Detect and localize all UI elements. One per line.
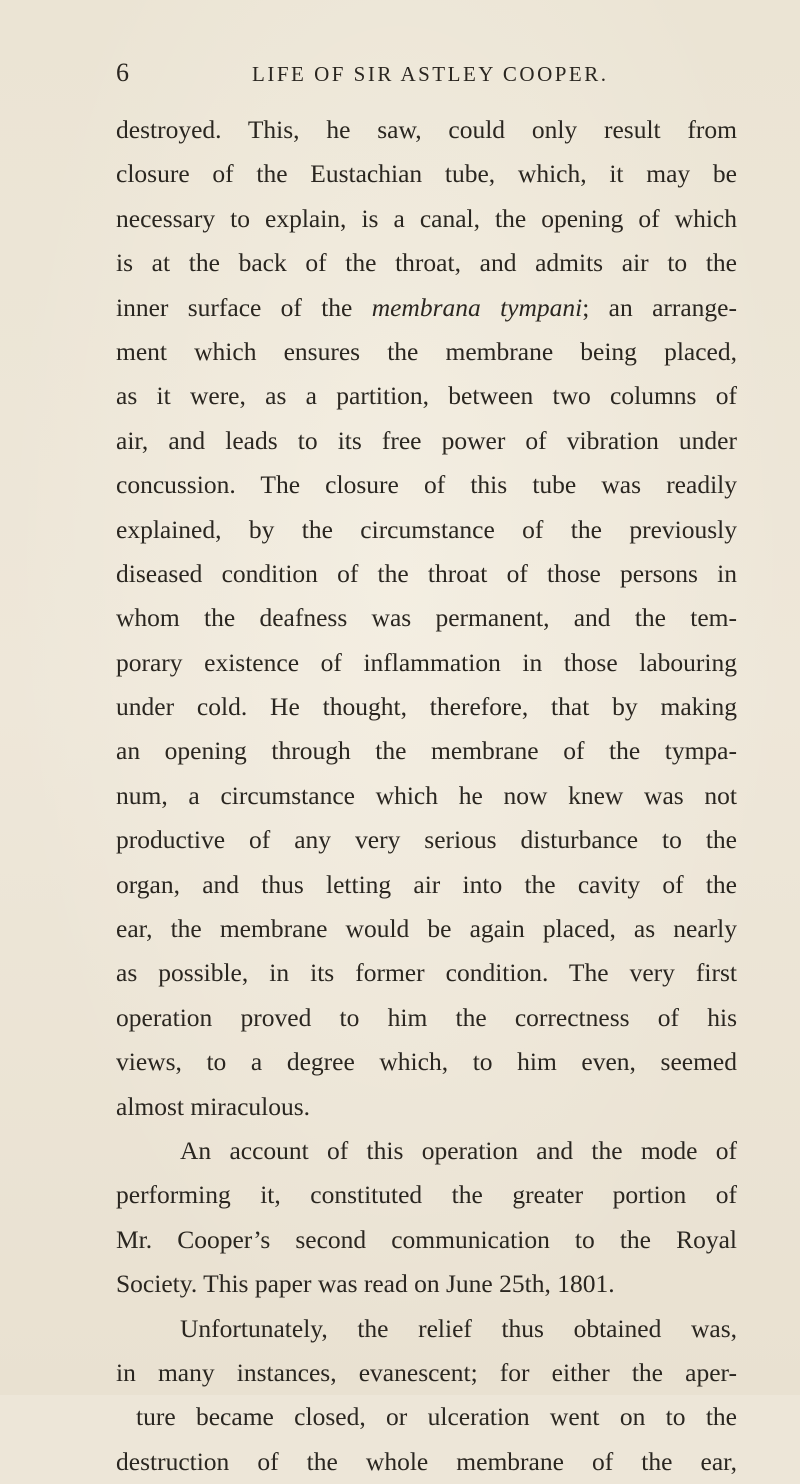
text-line: ment which ensures the membrane being placed, [116,336,737,366]
text-line: as it were, as a partition, between two columns of [116,381,737,411]
text-line-with-italic [116,286,737,330]
text-line: ear, the membrane would be again placed, as nearly [116,914,737,944]
text-line: necessary to explain, is a canal, the opening of which [116,203,737,233]
text-line: num, a circumstance which he now knew was not [116,780,737,810]
text-line: whom the deafness was permanent, and the tem- [116,603,737,633]
text-line: destruction of the whole membrane of the ear, [116,1446,737,1476]
text-line: as possible, in its former condition. The very first [116,958,737,988]
text-line: organ, and thus letting air into the cavity of the [116,869,737,899]
paragraph-2 [116,1129,737,1307]
text-line: performing it, constituted the greater portion of [116,1180,737,1210]
text-line: an opening through the membrane of the tympa- [116,736,737,766]
text-line: porary existence of inflammation in those labouring [116,647,737,677]
text-line: almost miraculous. [116,1091,311,1121]
page-number: 6 [116,58,129,87]
text-line: views, to a degree which, to him even, seemed [116,1047,737,1077]
text-line: destroyed. This, he saw, could only result from [116,115,737,144]
running-head: LIFE OF SIR ASTLEY COOPER. [252,62,609,86]
body-text [116,108,737,1484]
text-line: concussion. The closure of this tube was readily [116,470,737,500]
text-line-end: ; an arrange- [582,292,737,322]
text-line: ture became closed, or ulceration went on to the [136,1402,737,1432]
text-line: closure of the Eustachian tube, which, it may be [116,159,737,189]
text-line: productive of any very serious disturbance to the [116,825,737,855]
text-line: Mr. Cooper’s second communication to the Royal [116,1224,737,1254]
page-header [116,58,736,88]
text-line: is at the back of the throat, and admits air to the [116,248,737,278]
text-line: under cold. He thought, therefore, that by making [116,692,737,722]
paragraph-3 [116,1307,737,1484]
text-line: air, and leads to its free power of vibration under [116,425,737,455]
text-line: An account of this operation and the mode of [180,1135,737,1165]
text-line: Society. This paper was read on June 25th, 1801. [116,1269,615,1299]
paragraph-1 [116,108,737,1129]
italic-term-membrana-tympani: membrana tympani [371,292,583,322]
text-line: explained, by the circumstance of the previously [116,514,737,544]
text-line-start: inner surface of the [116,292,372,322]
text-line: diseased condition of the throat of those persons in [116,558,737,588]
text-line: operation proved to him the correctness of his [116,1002,737,1032]
text-line: in many instances, evanescent; for either the aper- [116,1357,737,1387]
text-line: Unfortunately, the relief thus obtained was, [180,1313,737,1343]
